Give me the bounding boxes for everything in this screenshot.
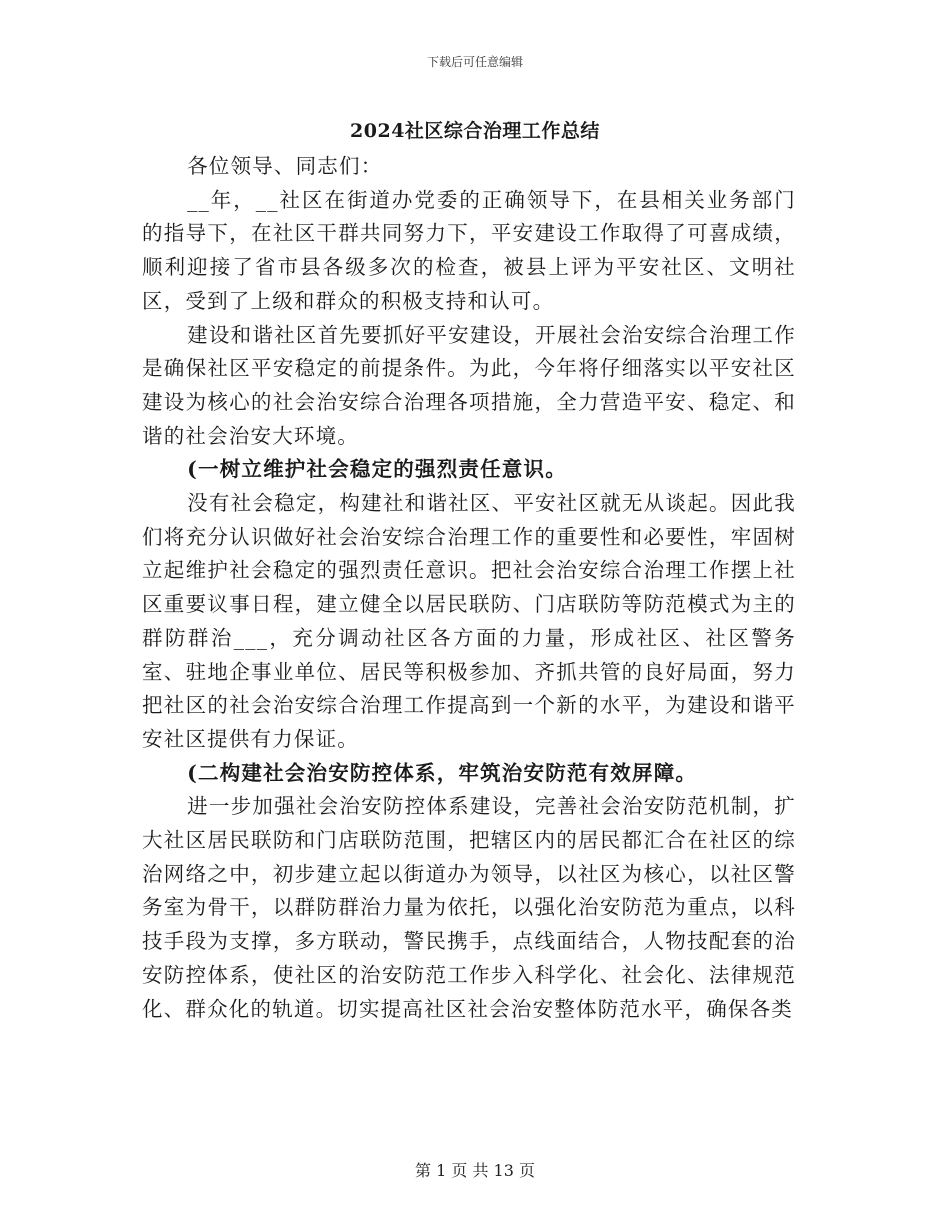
paragraph-section-2: 进一步加强社会治安防控体系建设，完善社会治安防范机制，扩大社区居民联防和门店联防范围，把辖区内的居民都汇合在社区的综治网络之中，初步建立起以街道办为领导，以社区为核心，以社区警务室为骨干，以群防群治力量为依托，以强化治安防范为重点，以科技手段为支撑，多方联动，警民携手，点线面结合，人物技配套的治安防控体系，使社区的治安防范工作步入科学化、社会化、法律规范化、群众化的轨道。切实提高社区社会治安整体防范水平，确保各类: [142, 794, 796, 1021]
page-footer: 第 1 页 共 13 页: [415, 1161, 535, 1180]
salutation: 各位领导、同志们：: [187, 154, 383, 178]
section-heading-1: (一树立维护社会稳定的强烈责任意识。: [187, 457, 567, 482]
page-header-note: 下载后可任意编辑: [426, 55, 523, 69]
paragraph-section-1: 没有社会稳定，构建社和谐社区、平安社区就无从谈起。因此我们将充分认识做好社会治安综合治理工作的重要性和必要性，牢固树立起维护社会稳定的强烈责任意识。把社会治安综合治理工作摆上社区重要议事日程，建立健全以居民联防、门店联防等防范模式为主的群防群治___，充分调动社区各方面的力量，形成社区、社区警务室、驻地企事业单位、居民等积极参加、齐抓共管的良好局面，努力把社区的社会治安综合治理工作提高到一个新的水平，为建设和谐平安社区提供有力保证。: [142, 491, 796, 751]
paragraph-safety-construction: 建设和谐社区首先要抓好平安建设，开展社会治安综合治理工作是确保社区平安稳定的前提条件。为此，今年将仔细落实以平安社区建设为核心的社会治安综合治理各项措施，全力营造平安、稳定、和谐的社会治安大环境。: [142, 322, 796, 448]
document-body: [142, 150, 796, 1026]
section-heading-2: (二构建社会治安防控体系，牢筑治安防范有效屏障。: [187, 760, 698, 785]
paragraph-intro: __年，__社区在街道办党委的正确领导下，在县相关业务部门的指导下，在社区干群共同努力下，平安建设工作取得了可喜成绩，顺利迎接了省市县各级多次的检查，被县上评为平安社区、文明社区，受到了上级和群众的积极支持和认可。: [142, 187, 796, 313]
document-title: 2024社区综合治理工作总结: [350, 120, 600, 142]
